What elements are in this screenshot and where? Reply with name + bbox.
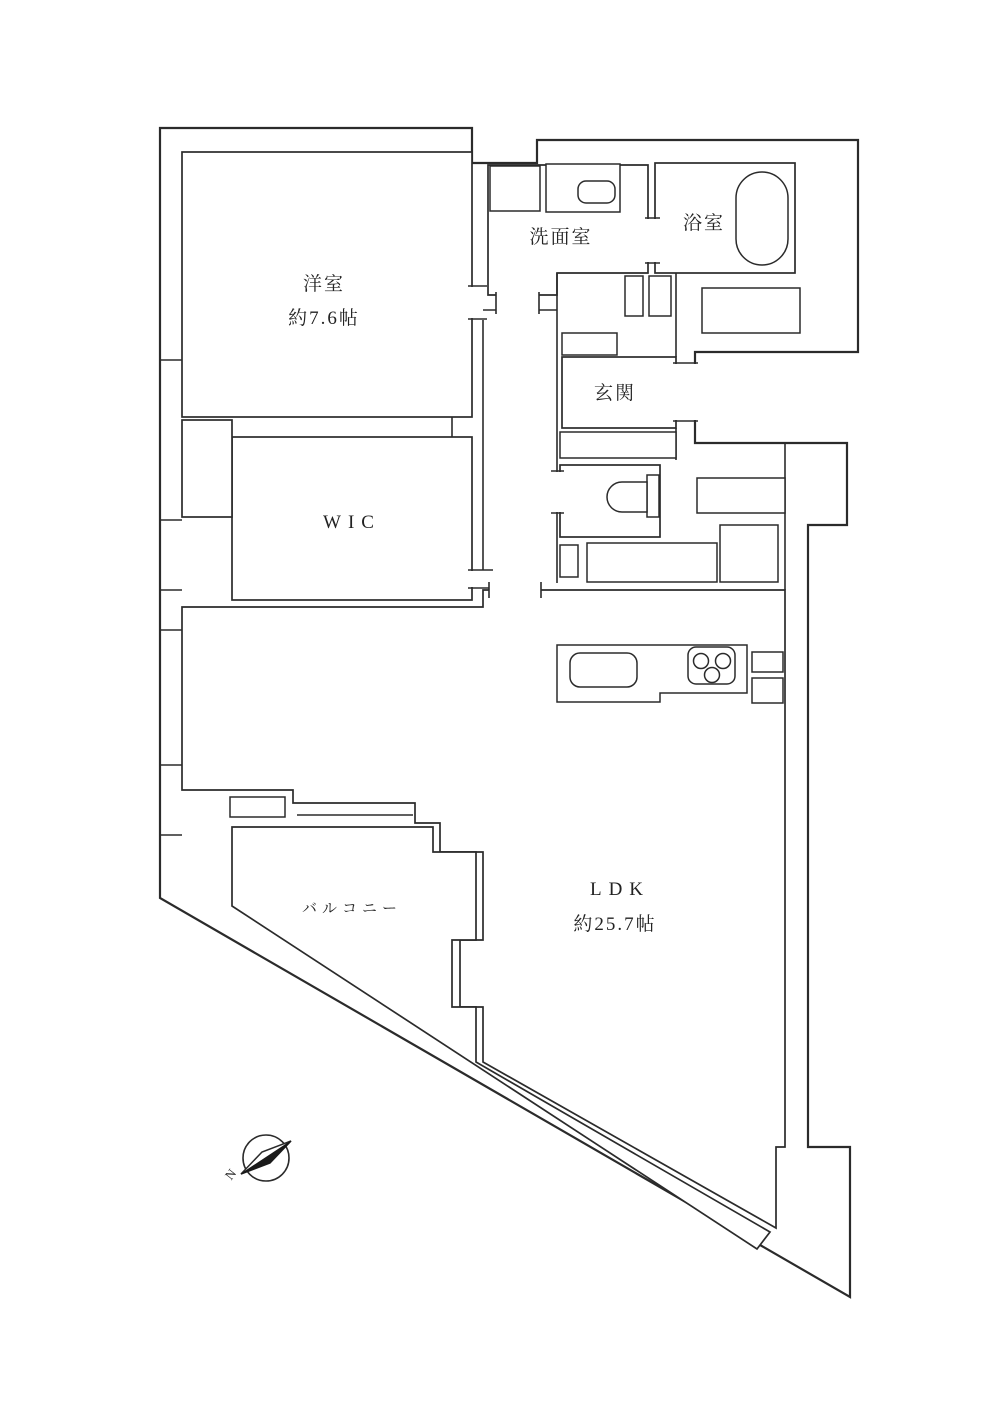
bathtub — [736, 172, 788, 265]
label-washroom: 洗面室 — [529, 227, 593, 248]
label-balcony: バルコニー — [301, 901, 403, 917]
label-ldk-size: 約25.7帖 — [573, 914, 657, 935]
kitchen-cabinet-2 — [752, 678, 783, 703]
label-wic: WIC — [323, 512, 381, 533]
closet-a — [587, 543, 717, 582]
closet-bump — [182, 420, 232, 517]
burner-2 — [716, 654, 731, 669]
kitchen-sink — [570, 653, 637, 687]
compass-n-label: N — [221, 1165, 240, 1183]
closet-b — [720, 525, 778, 582]
label-ldk: LDK — [589, 879, 651, 900]
closet-door — [560, 545, 578, 577]
hall-cabinet-1 — [625, 276, 643, 316]
compass-needle-fill — [241, 1141, 291, 1174]
entrance-step — [562, 333, 617, 355]
hall-cabinet-2 — [649, 276, 671, 316]
storage-box — [702, 288, 800, 333]
label-western-room: 洋室 — [302, 274, 346, 295]
balcony-ac-pad — [230, 797, 285, 817]
toilet-tank — [647, 475, 659, 517]
closet-c — [697, 478, 785, 513]
label-entrance: 玄関 — [593, 383, 637, 404]
kitchen-cabinet-1 — [752, 652, 783, 672]
burner-1 — [694, 654, 709, 669]
washroom-cabinet — [490, 166, 540, 211]
toilet-bowl — [607, 482, 647, 512]
compass — [222, 1135, 291, 1183]
label-western-size: 約7.6帖 — [288, 308, 360, 329]
label-bathroom: 浴室 — [682, 213, 726, 234]
burner-3 — [705, 668, 720, 683]
washroom-sink — [578, 181, 615, 203]
shoe-cabinet — [560, 432, 676, 458]
